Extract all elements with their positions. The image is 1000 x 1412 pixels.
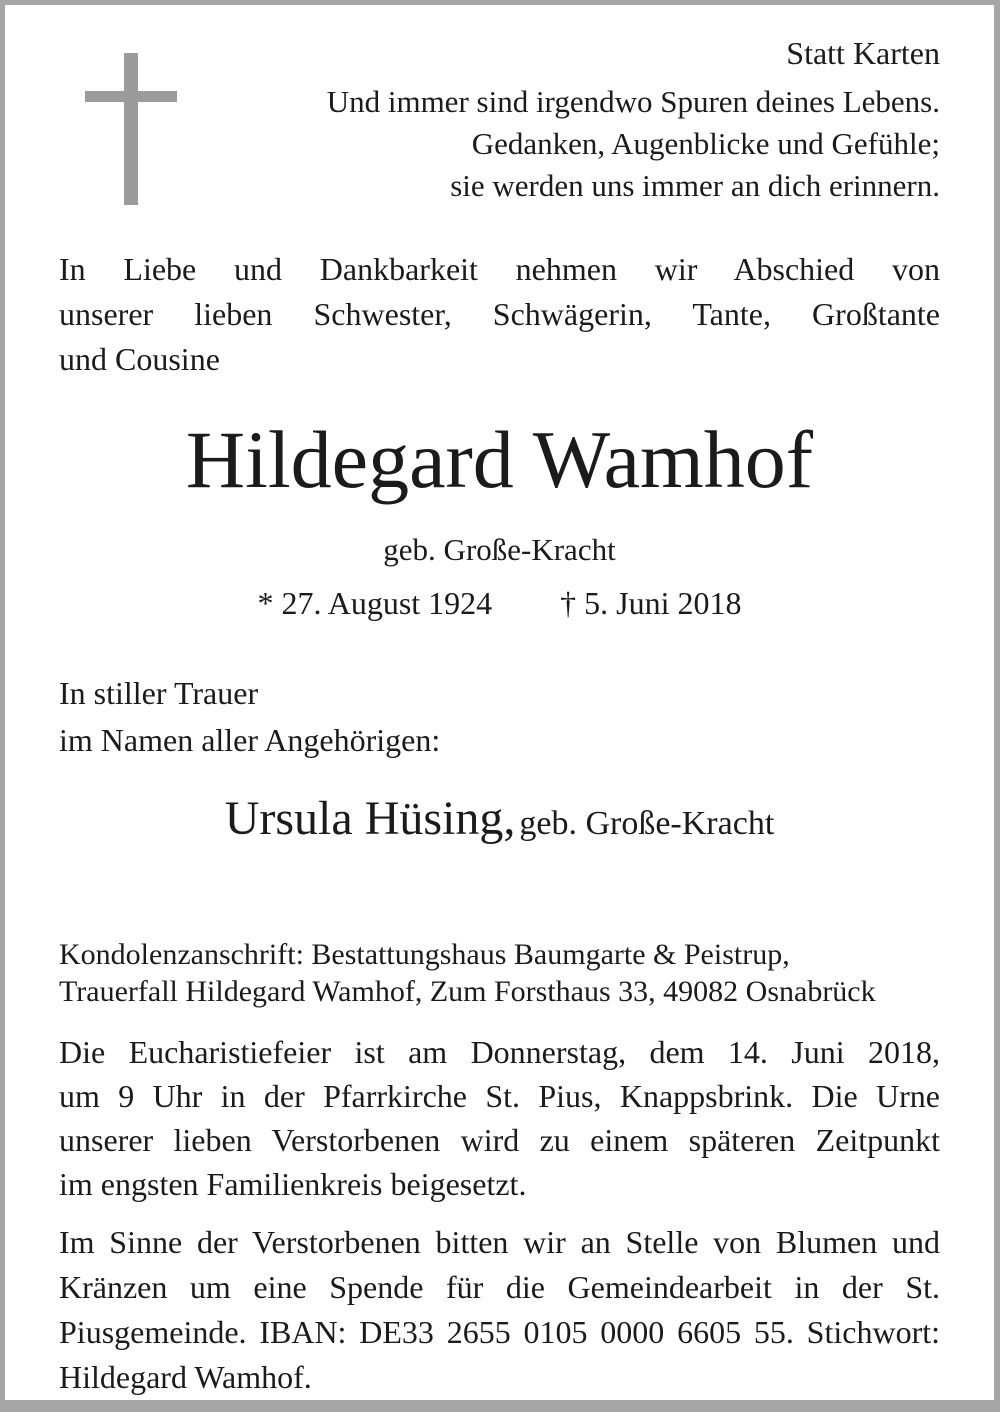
donation-line: Kränzen um eine Spende für die Gemeindearbeit in der St. [59,1269,940,1305]
service-line: im engsten Familienkreis beigesetzt. [59,1166,527,1202]
memorial-poem [59,81,940,207]
funeral-service-info [59,1030,940,1206]
donation-line: Im Sinne der Verstorbenen bitten wir an Stelle von Blumen und [59,1224,940,1260]
donation-request [59,1220,940,1400]
memorial-cross-icon [85,53,177,205]
mourner [59,788,940,850]
poem-line: sie werden uns immer an dich erinnern. [450,168,940,203]
death-date: † 5. Juni 2018 [560,585,742,621]
service-line: um 9 Uhr in der Pfarrkirche St. Pius, Knappsbrink. Die Urne [59,1078,940,1114]
statt-karten-note: Statt Karten [786,35,940,71]
cross-vertical-bar [124,53,138,205]
mourner-maiden-name: geb. Große-Kracht [519,805,775,842]
service-line: Die Eucharistiefeier ist am Donnerstag, dem 14. Juni 2018, [59,1034,940,1070]
birth-date: * 27. August 1924 [257,585,493,621]
condolence-line: Kondolenzanschrift: Bestattungshaus Baumgarte & Peistrup, [59,938,790,971]
farewell-line: In Liebe und Dankbarkeit nehmen wir Abschied von [59,251,940,287]
mourning-statement [59,670,940,764]
condolence-address [59,936,940,1010]
service-line: unserer lieben Verstorbenen wird zu einem späteren Zeitpunkt [59,1122,940,1158]
donation-line: Hildegard Wamhof. [59,1359,312,1395]
deceased-name: Hildegard Wamhof [185,414,814,505]
poem-line: Gedanken, Augenblicke und Gefühle; [471,126,940,161]
mourning-line: im Namen aller Angehörigen: [59,722,441,758]
deceased-maiden-name: geb. Große-Kracht [383,532,616,567]
farewell-line: unserer lieben Schwester, Schwägerin, Tante, Großtante [59,296,940,332]
mourning-line: In stiller Trauer [59,675,259,711]
farewell-line: und Cousine [59,341,220,377]
cross-horizontal-bar [85,91,177,102]
life-dates [59,582,940,624]
poem-line: Und immer sind irgendwo Spuren deines Lebens. [326,84,940,119]
mourner-name: Ursula Hüsing, [224,792,516,845]
condolence-line: Trauerfall Hildegard Wamhof, Zum Forsthaus 33, 49082 Osnabrück [59,975,876,1008]
header [59,33,940,207]
donation-line: Piusgemeinde. IBAN: DE33 2655 0105 0000 6605 55. Stichwort: [59,1314,940,1350]
farewell-paragraph [59,247,940,382]
